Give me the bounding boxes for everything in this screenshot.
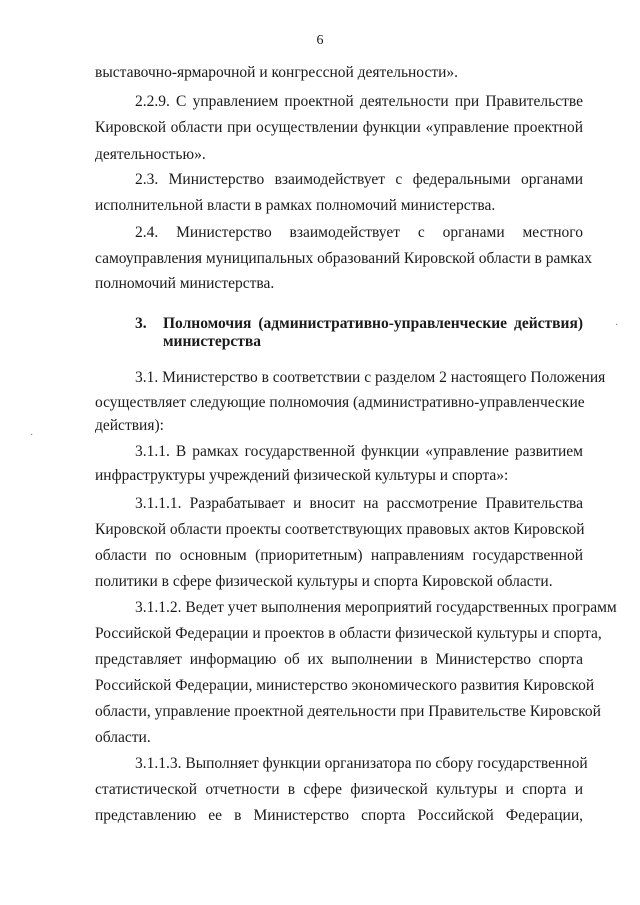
text-line: выставочно-ярмарочной и конгрессной деятельности». [95, 64, 459, 81]
section-heading [135, 315, 583, 333]
text-line: полномочий министерства. [95, 275, 275, 292]
text-line: Российской Федерации, министерство экономического развития Кировской [95, 677, 595, 694]
text-line: области. [95, 729, 151, 746]
text-line: осуществляет следующие полномочия (административно-управленческие [95, 394, 585, 411]
paragraph-2-4-line: 2.4. Министерство взаимодействует с органами местного [135, 224, 583, 241]
paragraph-3-1-1-1-line: 3.1.1.1. Разрабатывает и вносит на рассмотрение Правительства [135, 495, 583, 512]
scan-speck: · [615, 320, 619, 331]
section-title: Полномочия (административно-управленческие действия) [163, 315, 583, 332]
text-line: исполнительной власти в рамках полномочий министерства. [95, 197, 496, 214]
text-line: самоуправления муниципальных образований Кировской области в рамках [95, 250, 593, 267]
paragraph-3-1-1-2-line: 3.1.1.2. Ведет учет выполнения мероприятий государственных программ [135, 599, 617, 616]
section-title-cont: министерства [163, 333, 261, 350]
section-number: 3. [135, 315, 147, 332]
text-line: представлению ее в Министерство спорта Российской Федерации, [95, 807, 583, 824]
text-line: политики в сфере физической культуры и спорта Кировской области. [95, 573, 553, 590]
paragraph-3-1-line: 3.1. Министерство в соответствии с разделом 2 настоящего Положения [135, 369, 606, 386]
text-line: области, управление проектной деятельности при Правительстве Кировской [95, 703, 601, 720]
text-line: статистической отчетности в сфере физической культуры и спорта и [95, 781, 583, 798]
scan-speck: · [30, 430, 34, 441]
paragraph-2-3-line: 2.3. Министерство взаимодействует с федеральными органами [135, 171, 583, 188]
text-line: инфраструктуры учреждений физической культуры и спорта»: [95, 467, 509, 484]
text-line: Кировской области проекты соответствующих правовых актов Кировской [95, 521, 585, 538]
paragraph-2-2-9-line: 2.2.9. С управлением проектной деятельности при Правительстве [135, 93, 583, 110]
text-line: деятельностью». [95, 146, 206, 163]
section-heading-cont [135, 333, 583, 351]
paragraph-3-1-1-3-line: 3.1.1.3. Выполняет функции организатора по сбору государственной [135, 755, 588, 772]
text-line: Российской Федерации и проектов в области физической культуры и спорта, [95, 625, 602, 642]
text-line: Кировской области при осуществлении функции «управление проектной [95, 119, 583, 136]
page-number: 6 [316, 33, 324, 48]
text-line: действия): [95, 417, 164, 434]
paragraph-3-1-1-line: 3.1.1. В рамках государственной функции «управление развитием [135, 443, 583, 460]
text-line: области по основным (приоритетным) направлениям государственной [95, 547, 583, 564]
text-line: представляет информацию об их выполнении в Министерство спорта [95, 651, 583, 668]
